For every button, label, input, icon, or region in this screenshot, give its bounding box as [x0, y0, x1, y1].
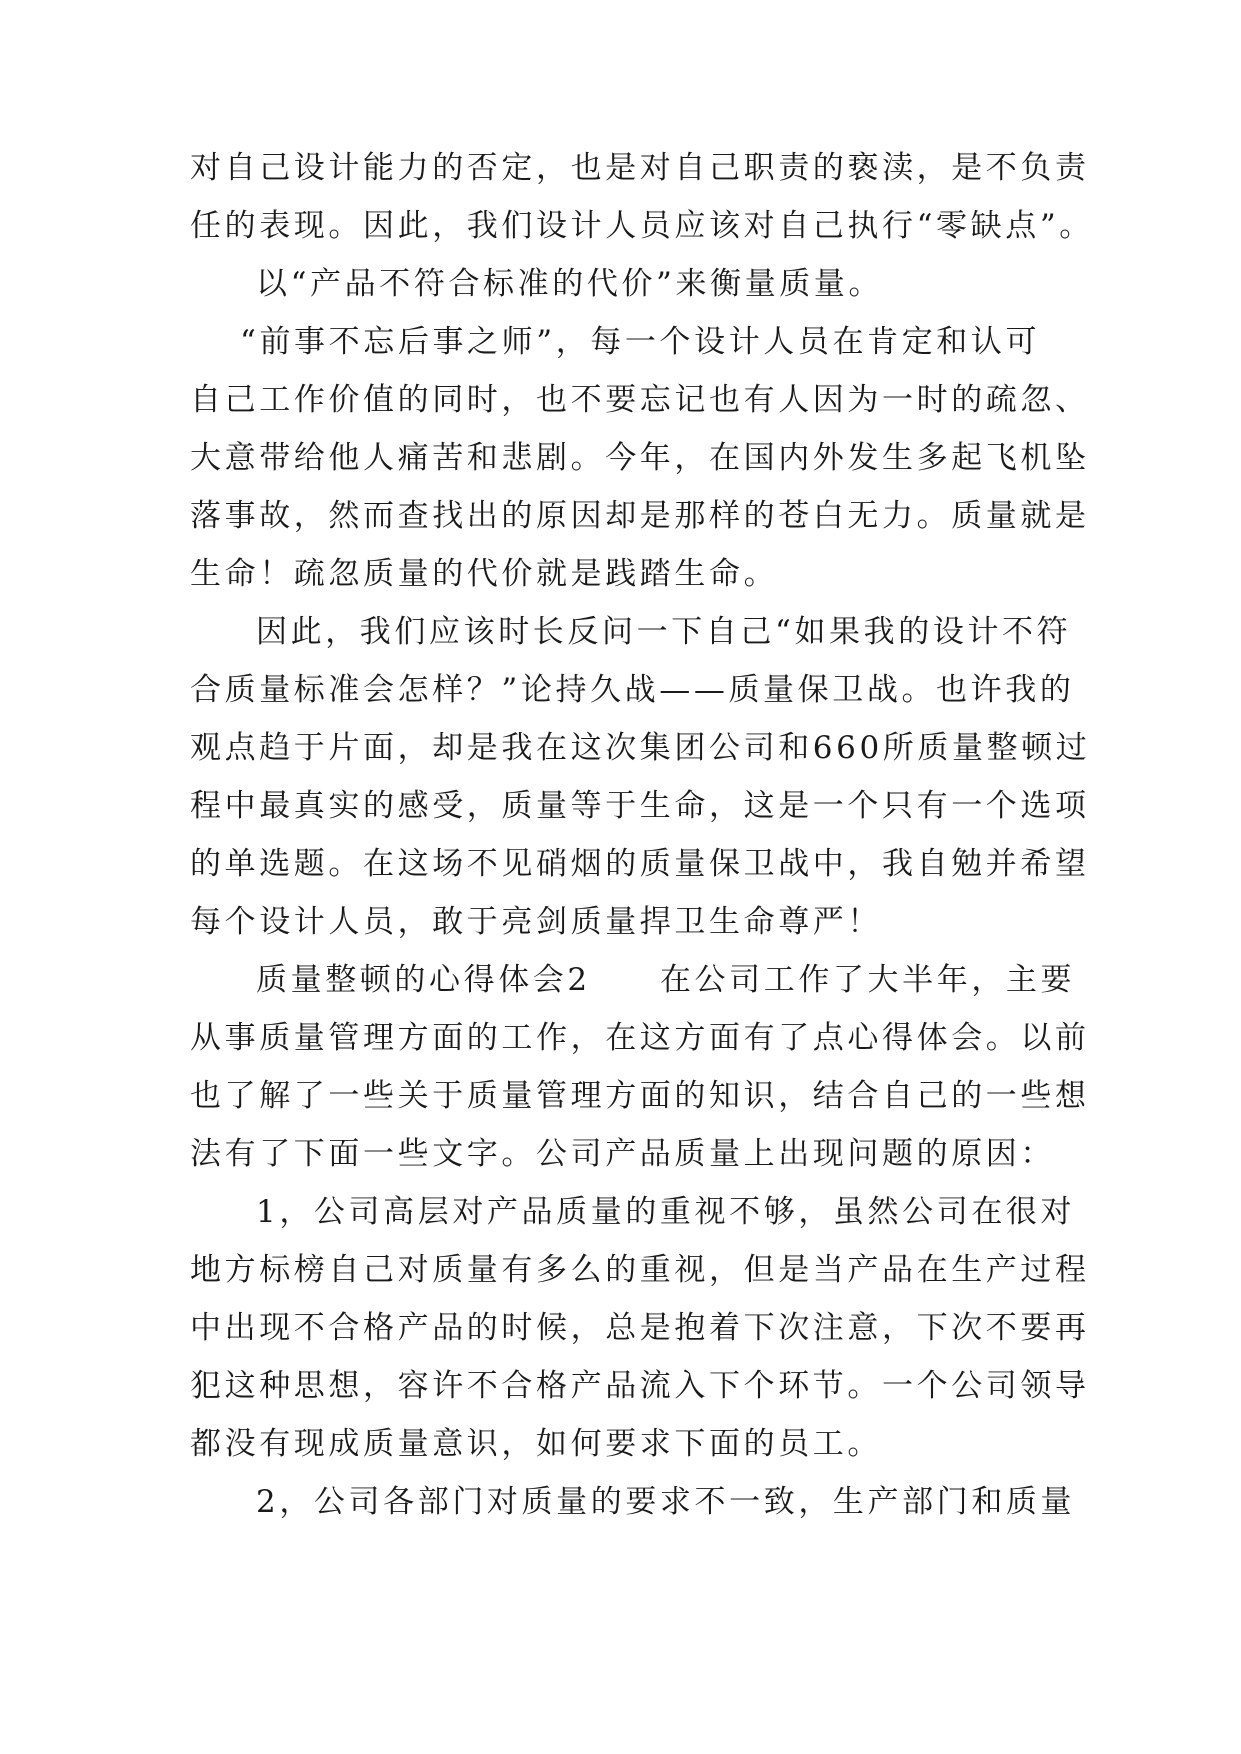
text-line: 观点趋于片面，却是我在这次集团公司和660所质量整顿过: [190, 730, 1091, 766]
text-line: 任的表现。因此，我们设计人员应该对自己执行“零缺点”。: [190, 208, 1094, 244]
text-line: 自己工作价值的同时，也不要忘记也有人因为一时的疏忽、: [190, 382, 1090, 418]
text-line: 的单选题。在这场不见硝烟的质量保卫战中，我自勉并希望: [190, 846, 1090, 882]
text-line: 生命！疏忽质量的代价就是践踏生命。: [190, 556, 779, 592]
text-line: 以“产品不符合标准的代价”来衡量质量。: [256, 266, 884, 302]
text-line: 落事故，然而查找出的原因却是那样的苍白无力。质量就是: [190, 498, 1090, 534]
text-line: 2，公司各部门对质量的要求不一致，生产部门和质量: [256, 1484, 1076, 1520]
text-line: 都没有现成质量意识，如何要求下面的员工。: [190, 1426, 882, 1462]
text-line: 从事质量管理方面的工作，在这方面有了点心得体会。以前: [190, 1020, 1090, 1056]
text-line: 大意带给他人痛苦和悲剧。今年，在国内外发生多起飞机坠: [190, 440, 1090, 476]
text-line: 合质量标准会怎样？”论持久战——质量保卫战。也许我的: [190, 672, 1075, 708]
text-line: 1，公司高层对产品质量的重视不够，虽然公司在很对: [256, 1194, 1076, 1230]
text-line: 犯这种思想，容许不合格产品流入下个环节。一个公司领导: [190, 1368, 1090, 1404]
text-line: 因此，我们应该时长反问一下自己“如果我的设计不符: [256, 614, 1072, 650]
text-line: 也了解了一些关于质量管理方面的知识，结合自己的一些想: [190, 1078, 1090, 1114]
text-line: 中出现不合格产品的时候，总是抱着下次注意，下次不要再: [190, 1310, 1090, 1346]
text-line: 地方标榜自己对质量有多么的重视，但是当产品在生产过程: [190, 1252, 1090, 1288]
text-line: 每个设计人员，敢于亮剑质量捍卫生命尊严！: [190, 904, 882, 940]
text-line: 对自己设计能力的否定，也是对自己职责的亵渎，是不负责: [190, 150, 1090, 186]
text-line: 程中最真实的感受，质量等于生命，这是一个只有一个选项: [190, 788, 1090, 824]
text-line: 质量整顿的心得体会2 在公司工作了大半年，主要: [256, 962, 1076, 998]
text-line: 法有了下面一些文字。公司产品质量上出现问题的原因：: [190, 1136, 1055, 1172]
text-line: “前事不忘后事之师”，每一个设计人员在肯定和认可: [240, 324, 1041, 360]
